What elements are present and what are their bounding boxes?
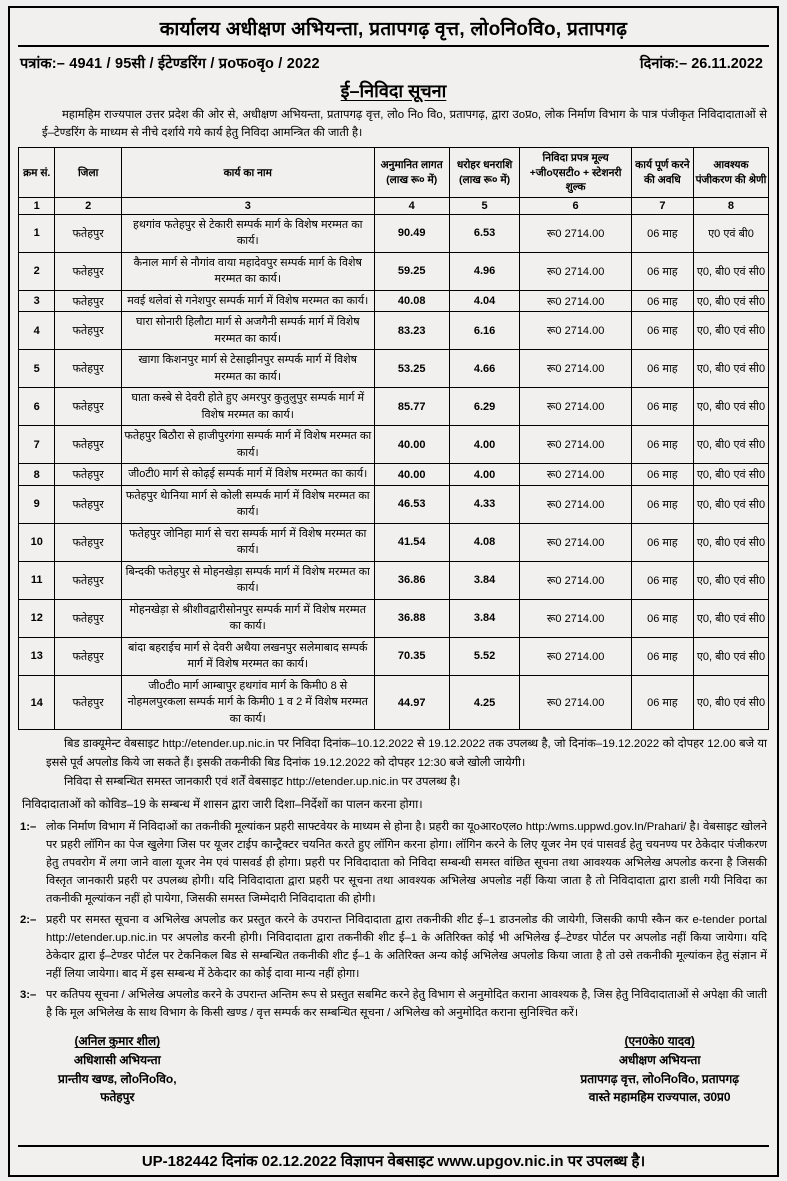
cell-category: ए0, बी0 एवं सी0 — [693, 561, 768, 599]
th-duration: कार्य पूर्ण करने की अवधि — [631, 148, 693, 198]
cell-estimated-cost: 85.77 — [374, 388, 449, 426]
cell-emd: 4.08 — [449, 523, 520, 561]
document-title: ई–निविदा सूचना — [340, 81, 447, 101]
cell-estimated-cost: 40.00 — [374, 426, 449, 464]
cell-duration: 06 माह — [631, 252, 693, 290]
document-border — [8, 6, 779, 1177]
cell-duration: 06 माह — [631, 350, 693, 388]
cell-district: फतेहपुर — [55, 675, 121, 730]
colnum-4: 4 — [374, 197, 449, 214]
cell-tender-fee: रू0 2714.00 — [520, 464, 631, 486]
table-row — [19, 675, 769, 730]
table-row — [19, 350, 769, 388]
cell-serial: 11 — [19, 561, 55, 599]
cell-estimated-cost: 36.86 — [374, 561, 449, 599]
table-row — [19, 252, 769, 290]
cell-district: फतेहपुर — [55, 426, 121, 464]
letter-date — [640, 53, 763, 73]
office-title: कार्यालय अधीक्षण अभियन्ता, प्रतापगढ़ वृत्त, लोoनिoविo, प्रतापगढ़ — [18, 12, 769, 47]
cell-duration: 06 माह — [631, 675, 693, 730]
table-column-number-row — [19, 197, 769, 214]
table-row — [19, 637, 769, 675]
colnum-8: 8 — [693, 197, 768, 214]
note-bid-document-availability: बिड डाक्यूमेन्ट वेबसाइट http://etender.up.nic.in पर निविदा दिनांक–10.12.2022 से 19.12.2022 तक उपलब्ध है, जो दिनांक–19.12.2022 को दोपहर 12.00 बजे या इससे पूर्व अपलोड किये जा सकते हैं। इसकी तकनीकी बिड दिनांक 19.12.2022 को दोपहर 12:30 बजे खोली जायेगी। — [46, 738, 767, 769]
cell-estimated-cost: 40.08 — [374, 290, 449, 312]
cell-category: ए0 एवं बी0 — [693, 214, 768, 252]
cell-duration: 06 माह — [631, 312, 693, 350]
condition-marker: 2:– — [20, 913, 37, 926]
cell-district: फतेहपुर — [55, 312, 121, 350]
table-row — [19, 214, 769, 252]
cell-work-name: फतेहपुर जोनिहा मार्ग से चरा सम्पर्क मार्ग में विशेष मरम्मत का कार्य। — [121, 523, 374, 561]
cell-emd: 4.66 — [449, 350, 520, 388]
cell-category: ए0, बी0 एवं सी0 — [693, 312, 768, 350]
cell-tender-fee: रू0 2714.00 — [520, 599, 631, 637]
condition-marker: 3:– — [20, 989, 37, 1002]
cell-tender-fee: रू0 2714.00 — [520, 214, 631, 252]
cell-district: फतेहपुर — [55, 523, 121, 561]
cell-emd: 5.52 — [449, 637, 520, 675]
cell-tender-fee: रू0 2714.00 — [520, 637, 631, 675]
cell-tender-fee: रू0 2714.00 — [520, 561, 631, 599]
cell-serial: 12 — [19, 599, 55, 637]
th-registration-category: आवश्यक पंजीकरण की श्रेणी — [693, 148, 768, 198]
cell-work-name: बांदा बहराईच मार्ग से देवरी अथैया लखनपुर सलेमाबाद सम्पर्क मार्ग में विशेष मरम्मत का कार्य। — [121, 637, 374, 675]
cell-tender-fee: रू0 2714.00 — [520, 312, 631, 350]
table-body — [19, 214, 769, 730]
cell-emd: 3.84 — [449, 599, 520, 637]
cell-serial: 7 — [19, 426, 55, 464]
cell-district: फतेहपुर — [55, 637, 121, 675]
signature-left-office: प्रान्तीय खण्ड, लोoनिoविo, — [58, 1071, 177, 1086]
cell-category: ए0, बी0 एवं सी0 — [693, 464, 768, 486]
cell-district: फतेहपुर — [55, 290, 121, 312]
cell-duration: 06 माह — [631, 561, 693, 599]
letter-meta-row — [18, 51, 769, 77]
cell-tender-fee: रू0 2714.00 — [520, 290, 631, 312]
cell-emd: 4.04 — [449, 290, 520, 312]
cell-work-name: मवई थलेवां से गनेशपुर सम्पर्क मार्ग में विशेष मरम्मत का कार्य। — [121, 290, 374, 312]
intro-paragraph: महामहिम राज्यपाल उत्तर प्रदेश की ओर से, अधीक्षण अभियन्ता, प्रतापगढ़ वृत्त, लोo निo विo, प्रतापगढ़, द्वारा उoप्रo, लोक निर्माण विभाग के पात्र पंजीकृत निविदादाताओं से ई–टेण्डरिंग के माध्यम से नीचे दर्शाये गये कार्य हेतु निविदा आमन्त्रित की जाती है। — [42, 109, 767, 139]
cell-work-name: घाता कस्बे से देवरी होते हुए अमरपुर कुतुलुपुर सम्पर्क मार्ग में विशेष मरम्मत का कार्य। — [121, 388, 374, 426]
cell-serial: 4 — [19, 312, 55, 350]
cell-serial: 9 — [19, 485, 55, 523]
cell-serial: 2 — [19, 252, 55, 290]
table-row — [19, 561, 769, 599]
letter-number-label: पत्रांक:– — [20, 56, 66, 72]
th-tender-fee: निविदा प्रपत्र मूल्य +जीoएसटीo + स्टेशनरी शुल्क — [520, 148, 631, 198]
cell-duration: 06 माह — [631, 426, 693, 464]
signature-left — [58, 1032, 177, 1106]
table-header-row — [19, 148, 769, 198]
cell-tender-fee: रू0 2714.00 — [520, 350, 631, 388]
condition-text: प्रहरी पर समस्त सूचना व अभिलेख अपलोड कर प्रस्तुत करने के उपरान्त निविदादाता द्वारा तकनीकी शीट ई–1 डाउनलोड की जायेगी, जिसकी कापी स्कैन कर e-tender portal http://etender.up.nic.in पर अपलोड करनी होगी। निविदादाता द्वारा तकनीकी शीट ई–1 के अतिरिक्त कोई भी अभिलेख ई–टेण्डर पोर्टल पर अपलोड नहीं किया जायेगा। यदि ठेकेदार द्वारा ई–टेण्डर पोर्टल पर टेकनिकल बिड से सम्बन्धित तकनीकी शीट ई–1 के अतिरिक्त अन्य कोई अभिलेख अपलोड किया जाता है तो उसे तकनीकी मूल्यांकन हेतु संज्ञान में नहीं लिया जायेगा। बाद में इस सम्बन्ध में ठेकेदार का कोई दावा मान्य नहीं होगा। — [46, 913, 767, 981]
colnum-5: 5 — [449, 197, 520, 214]
cell-work-name: कैनाल मार्ग से नौगांव वाया महादेवपुर सम्पर्क मार्ग के विशेष मरम्मत का कार्य। — [121, 252, 374, 290]
cell-serial: 6 — [19, 388, 55, 426]
cell-work-name: मोहनखेड़ा से श्रीशीवद्वारीसोनपुर सम्पर्क मार्ग में विशेष मरम्मत का कार्य। — [121, 599, 374, 637]
cell-category: ए0, बी0 एवं सी0 — [693, 290, 768, 312]
notes-section — [18, 730, 769, 1022]
table-row — [19, 523, 769, 561]
note-tender-information: निविदा से सम्बन्धित समस्त जानकारी एवं शर्तें वेबसाइट http://etender.up.nic.in पर उपलब्ध है। — [64, 775, 461, 788]
cell-duration: 06 माह — [631, 214, 693, 252]
th-serial: क्रम सं. — [19, 148, 55, 198]
colnum-3: 3 — [121, 197, 374, 214]
cell-estimated-cost: 70.35 — [374, 637, 449, 675]
signature-right-office: प्रतापगढ़ वृत्त, लोoनिoविo, प्रतापगढ़ — [580, 1071, 739, 1086]
condition-item — [20, 911, 767, 983]
cell-emd: 6.16 — [449, 312, 520, 350]
signature-section — [18, 1022, 769, 1106]
signature-right — [580, 1032, 739, 1106]
cell-work-name: जीoटीo मार्ग आम्बापुर हथगांव मार्ग के किमी0 8 से नोहमलपुरकला सम्पर्क मार्ग के किमी0 1 व 2 में विशेष मरम्मत का कार्य। — [121, 675, 374, 730]
cell-work-name: हथगांव फतेहपुर से टेकारी सम्पर्क मार्ग के विशेष मरम्मत का कार्य। — [121, 214, 374, 252]
condition-item — [20, 818, 767, 908]
cell-estimated-cost: 59.25 — [374, 252, 449, 290]
cell-serial: 3 — [19, 290, 55, 312]
cell-tender-fee: रू0 2714.00 — [520, 252, 631, 290]
cell-category: ए0, बी0 एवं सी0 — [693, 350, 768, 388]
table-row — [19, 485, 769, 523]
cell-category: ए0, बी0 एवं सी0 — [693, 252, 768, 290]
cell-district: फतेहपुर — [55, 561, 121, 599]
signature-left-place: फतेहपुर — [100, 1090, 135, 1105]
cell-emd: 4.00 — [449, 464, 520, 486]
cell-work-name: खागा किशनपुर मार्ग से टेसाझीनपुर सम्पर्क मार्ग में विशेष मरम्मत का कार्य। — [121, 350, 374, 388]
condition-text: पर कतिपय सूचना / अभिलेख अपलोड करने के उपरान्त अन्तिम रूप से प्रस्तुत सबमिट करने हेतु विभाग से अनुमोदित कराना आवश्यक है, जिस हेतु निविदादाताओं से अपेक्षा की जाती है कि मूल अभिलेख के साथ विभाग के किसी खण्ड / वृत्त सम्पर्क कर सम्बन्धित सूचना / अभिलेख को अनुमोदित कराना सुनिश्चित करें। — [46, 989, 767, 1020]
colnum-7: 7 — [631, 197, 693, 214]
letter-number — [20, 53, 320, 73]
cell-category: ए0, बी0 एवं सी0 — [693, 426, 768, 464]
signature-right-place: वास्ते महामहिम राज्यपाल, उ0प्र0 — [588, 1090, 731, 1105]
cell-category: ए0, बी0 एवं सी0 — [693, 675, 768, 730]
cell-estimated-cost: 40.00 — [374, 464, 449, 486]
cell-duration: 06 माह — [631, 599, 693, 637]
cell-duration: 06 माह — [631, 388, 693, 426]
th-emd: धरोहर धनराशि (लाख रू० में) — [449, 148, 520, 198]
cell-work-name: बिन्दकी फतेहपुर से मोहनखेड़ा सम्पर्क मार्ग में विशेष मरम्मत का कार्य। — [121, 561, 374, 599]
cell-estimated-cost: 36.88 — [374, 599, 449, 637]
table-row — [19, 464, 769, 486]
colnum-2: 2 — [55, 197, 121, 214]
cell-tender-fee: रू0 2714.00 — [520, 675, 631, 730]
cell-district: फतेहपुर — [55, 464, 121, 486]
condition-marker: 1:– — [20, 820, 37, 833]
cell-duration: 06 माह — [631, 485, 693, 523]
cell-estimated-cost: 83.23 — [374, 312, 449, 350]
cell-duration: 06 माह — [631, 464, 693, 486]
cell-estimated-cost: 53.25 — [374, 350, 449, 388]
cell-emd: 4.33 — [449, 485, 520, 523]
cell-serial: 10 — [19, 523, 55, 561]
table-row — [19, 388, 769, 426]
cell-duration: 06 माह — [631, 290, 693, 312]
cell-emd: 6.29 — [449, 388, 520, 426]
th-work-name: कार्य का नाम — [121, 148, 374, 198]
cell-serial: 5 — [19, 350, 55, 388]
cell-work-name: फतेहपुर बिठौरा से हाजीपुरगंगा सम्पर्क मार्ग में विशेष मरम्मत का कार्य। — [121, 426, 374, 464]
cell-serial: 1 — [19, 214, 55, 252]
cell-emd: 4.25 — [449, 675, 520, 730]
condition-item — [20, 986, 767, 1022]
cell-category: ए0, बी0 एवं सी0 — [693, 388, 768, 426]
note-covid-guidelines: निविदादाताओं को कोविड–19 के सम्बन्ध में शासन द्वारा जारी दिशा–निर्देशों का पालन करना होगा। — [22, 798, 423, 812]
cell-district: फतेहपुर — [55, 599, 121, 637]
table-row — [19, 290, 769, 312]
cell-serial: 14 — [19, 675, 55, 730]
tender-table — [18, 147, 769, 730]
table-row — [19, 426, 769, 464]
cell-category: ए0, बी0 एवं सी0 — [693, 599, 768, 637]
table-header — [19, 148, 769, 215]
cell-emd: 4.00 — [449, 426, 520, 464]
signature-left-name: (अनिल कुमार शील) — [74, 1034, 161, 1049]
cell-tender-fee: रू0 2714.00 — [520, 485, 631, 523]
cell-emd: 3.84 — [449, 561, 520, 599]
cell-duration: 06 माह — [631, 637, 693, 675]
letter-date-label: दिनांक:– — [639, 56, 688, 72]
cell-district: फतेहपुर — [55, 485, 121, 523]
cell-estimated-cost: 44.97 — [374, 675, 449, 730]
letter-number-value: 4941 / 95सी / ईटेण्डरिंग / प्रoफoवृo / 2022 — [69, 56, 320, 72]
cell-tender-fee: रू0 2714.00 — [520, 426, 631, 464]
cell-tender-fee: रू0 2714.00 — [520, 388, 631, 426]
cell-category: ए0, बी0 एवं सी0 — [693, 637, 768, 675]
colnum-1: 1 — [19, 197, 55, 214]
cell-district: फतेहपुर — [55, 214, 121, 252]
th-district: जिला — [55, 148, 121, 198]
cell-district: फतेहपुर — [55, 350, 121, 388]
cell-district: फतेहपुर — [55, 252, 121, 290]
cell-emd: 6.53 — [449, 214, 520, 252]
table-row — [19, 312, 769, 350]
th-estimated-cost: अनुमानित लागत (लाख रू० में) — [374, 148, 449, 198]
cell-estimated-cost: 46.53 — [374, 485, 449, 523]
signature-right-designation: अधीक्षण अभियन्ता — [618, 1052, 701, 1067]
condition-text: लोक निर्माण विभाग में निविदाओं का तकनीकी मूल्यांकन प्रहरी साफ्टवेयर के माध्यम से होना है। प्रहरी का यूoआरoएलo http:/wms.uppwd.gov.In/Prahari/ है। वेबसाइट खोलने पर प्रहरी लॉगिन का पेज खुलेगा जिस पर यूजर टाईप कान्ट्रैक्टर चयनित करते हुए लॉगिन करना होगा। लॉगिन करने के लिए यूजर नेम एवं पासवर्ड हेतु चयनण्य पर ठेकेदार पंजीकरण हेतु तपवरोग में लगा जाने वाला यूजर नेम एवं पासवर्ड ही होगा। प्रहरी पर निविदादाता को निविदा सम्बन्धी समस्त वांछित सूचना तथा आवश्यक अभिलेख अपलोड करना है जिसकी विस्तृत जानकारी प्रहरी पर उपलब्ध होगी। यदि निविदादाता द्वारा प्रहरी पर सूचना तथा आवश्यक अभिलेख अपलोड नहीं किया जाता है तो निविदादाता द्वारा डाली गयी निविदा का तकनीकी मूल्यांकन नहीं हो पायेगा, जिसकी समस्त जिम्मेदारी निविदादाता की होगी। — [46, 820, 767, 905]
cell-category: ए0, बी0 एवं सी0 — [693, 485, 768, 523]
cell-serial: 13 — [19, 637, 55, 675]
cell-duration: 06 माह — [631, 523, 693, 561]
signature-left-designation: अधिशासी अभियन्ता — [73, 1052, 161, 1067]
colnum-6: 6 — [520, 197, 631, 214]
cell-work-name: जीoटी0 मार्ग से कोढ़ई सम्पर्क मार्ग में विशेष मरम्मत का कार्य। — [121, 464, 374, 486]
cell-work-name: घारा सोनारी हिलौटा मार्ग से अजगैनी सम्पर्क मार्ग में विशेष मरम्मत का कार्य। — [121, 312, 374, 350]
cell-estimated-cost: 90.49 — [374, 214, 449, 252]
cell-emd: 4.96 — [449, 252, 520, 290]
table-row — [19, 599, 769, 637]
cell-serial: 8 — [19, 464, 55, 486]
cell-category: ए0, बी0 एवं सी0 — [693, 523, 768, 561]
footer-bar: UP-182442 दिनांक 02.12.2022 विज्ञापन वेबसाइट www.upgov.nic.in पर उपलब्ध है। — [18, 1145, 769, 1171]
signature-right-name: (एन0के0 यादव) — [624, 1034, 695, 1049]
cell-estimated-cost: 41.54 — [374, 523, 449, 561]
cell-work-name: फतेहपुर थेानिया मार्ग से कोली सम्पर्क मार्ग में विशेष मरम्मत का कार्य। — [121, 485, 374, 523]
cell-tender-fee: रू0 2714.00 — [520, 523, 631, 561]
letter-date-value: 26.11.2022 — [691, 56, 763, 72]
cell-district: फतेहपुर — [55, 388, 121, 426]
